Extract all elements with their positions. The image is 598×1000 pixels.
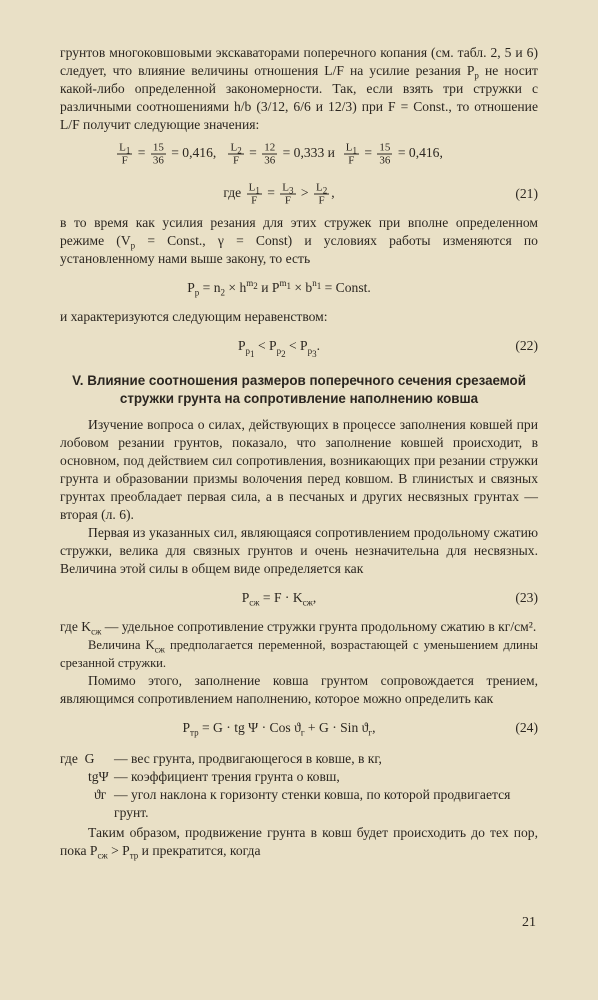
page-content [60, 44, 538, 860]
formula-24: $P_{тр} = G$ · tg Ψ · Cos $ϑ_г + G$ · Sin $ϑ_г$, (24) [182, 720, 538, 738]
formula-21: где $\frac{L_1}{F}$ = $\frac{L_3}{F}$ > $\frac{L_2}{F}$ , (21) [223, 181, 538, 207]
formula-23: $P_{сж} = F \cdot K_{сж}$, (23) [241, 590, 538, 608]
equation-number: (21) [515, 186, 538, 201]
paragraph: в то время как усилия резания для этих стружек при вполне определенном режиме ($V_р$ = Const., γ = Const) и условиях работы изменяются по установленному нами выше закону, то есть [60, 215, 538, 266]
paragraph: Первая из указанных сил, являющаяся сопротивлением продольному сжатию стружки, велика для связных грунтов и очень незначительна для несвязных. Величина этой силы в общем виде определяется как [60, 525, 538, 576]
paragraph: Величина $K_{сж}$ предполагается переменной, возрастающей с уменьшением длины срезанной стружки. [60, 638, 538, 670]
formula-22: $P_{p_1} < P_{p_2} < P_{p_3}$. (22) [237, 338, 538, 359]
paragraph: Помимо этого, заполнение ковша грунтом сопровождается трением, являющимся сопротивлением наполнению, которое можно определить как [60, 673, 538, 706]
formula-law: $P_р = n_2 \times h^{m_2}$ и $P^{m_1} \times b^{n_1}$ = Const. [187, 278, 371, 298]
paragraph: Таким образом, продвижение грунта в ковш будет происходить до тех пор, пока $P_{сж} > P_{тр}$ и прекратится, когда [60, 825, 538, 861]
formula-ratios: $\frac{L_1}{F}$ = $\frac{15}{36}$ = 0,416, $\frac{L_2}{F}$ = $\frac{12}{36}$ = 0,333 и $\frac{L_1}{F}$ = $\frac{15}{36}$ = 0,416, [119, 141, 443, 167]
paragraph: грунтов многоковшовыми экскаваторами поперечного копания (см. табл. 2, 5 и 6) следует, что влияние величины отношения L/F на усилие резания $P_р$ не носит какой-либо определенной закономерности. Так, если взять три стружки с различными соотношениями h/b (3/12, 6/6 и 12/3) при F = Const., то отношение L/F получит следующие значения: [60, 45, 538, 132]
page-number: 21 [522, 915, 536, 930]
paragraph: где $K_{сж}$ — удельное сопротивление стружки грунта продольному сжатию в кг/см². [60, 619, 537, 637]
equation-number: (22) [515, 338, 538, 353]
equation-number: (24) [515, 720, 538, 735]
paragraph: Изучение вопроса о силах, действующих в процессе заполнения ковшей при лобовом резании грунтов, показало, что заполнение ковшей происходит, в основном, под действием сил сопротивления, возникающих при резании стружки грунта и образовании призмы волочения перед ковшом. В глинистых и связных грунтах преобладает первая сила, а в песчаных и других несвязных грунтах — вторая (л. 6). [60, 417, 538, 522]
equation-number: (23) [515, 590, 538, 605]
section-heading: V. Влияние соотношения размеров поперечного сечения срезаемой стружки грунта на сопротивление наполнению ковша [72, 373, 526, 406]
definitions: где G — вес грунта, продвигающегося в ковше, в кг, tgΨ — коэффициент трения грунта о ковш, ϑг — угол наклона к горизонту стенки ковша, по которой продвигается грунт. [60, 751, 511, 820]
paragraph: и характеризуются следующим неравенством: [60, 309, 328, 324]
